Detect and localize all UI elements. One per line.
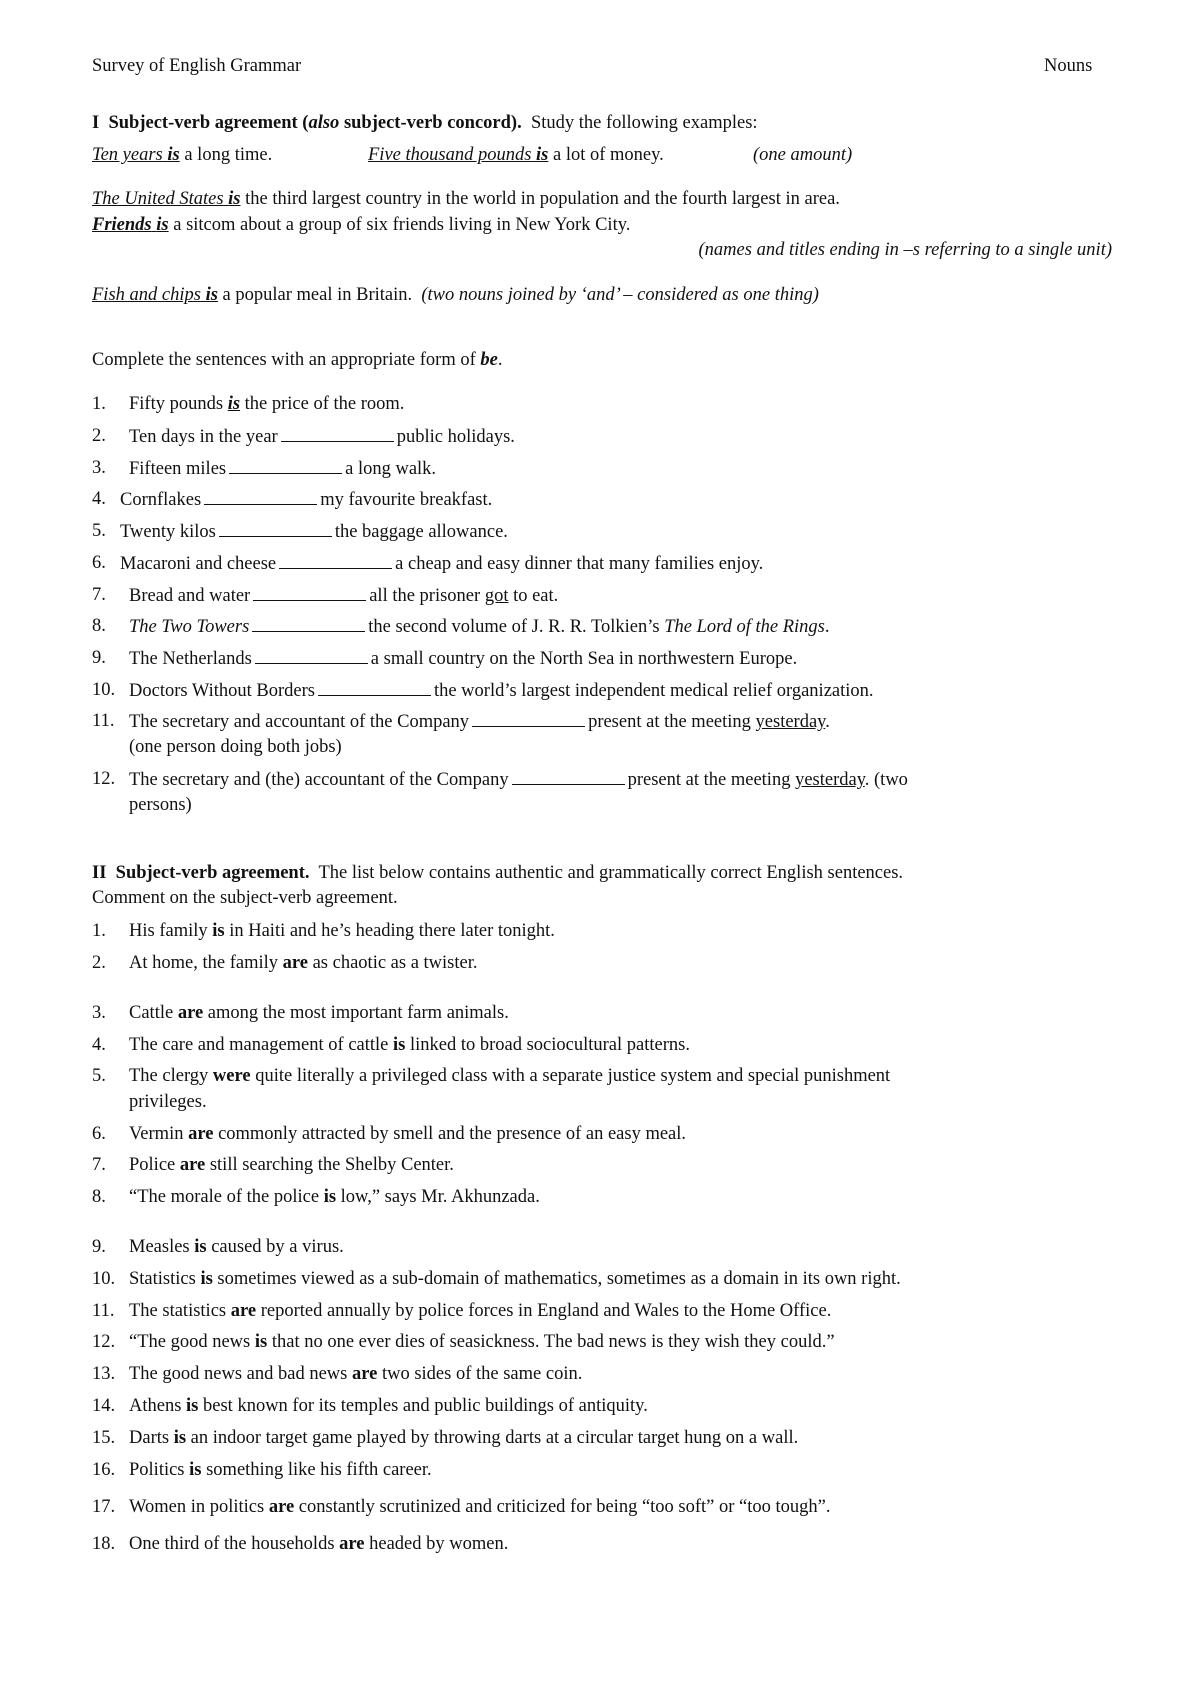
item-subject: One third of the households (129, 1534, 335, 1554)
exercise-1-item (120, 490, 492, 510)
item-subject: The statistics (129, 1301, 227, 1321)
exercise-2-item (129, 1461, 432, 1480)
item-subject: At home, the family (129, 953, 278, 973)
exercise-2-num: 10. (92, 1269, 116, 1289)
example-5-note: (two nouns joined by ‘and’ – considered as one thing) (421, 285, 819, 305)
item-subject: The clergy (129, 1066, 209, 1086)
item-rest: linked to broad sociocultural patterns. (409, 1035, 690, 1055)
exercise-1-num: 3. (92, 458, 106, 478)
item-verb: are (268, 1497, 295, 1517)
item-rest-end: to eat. (513, 586, 559, 606)
exercise-1-item (129, 459, 436, 479)
exercise-2-item (129, 1156, 454, 1175)
item-rest: public holidays. (396, 427, 515, 447)
exercise-2-item (129, 1067, 890, 1086)
exercise-1-item (129, 395, 404, 414)
item-rest: among the most important farm animals. (207, 1003, 509, 1023)
exercise-2-num: 15. (92, 1428, 116, 1448)
example-5-subject: Fish and chips (92, 285, 201, 305)
item-underlined-word: yesterday (755, 712, 826, 732)
item-underlined-word: got (484, 586, 509, 606)
item-subject: Twenty kilos (120, 522, 216, 542)
item-rest: constantly scrutinized and criticized for being “too soft” or “too tough”. (298, 1497, 831, 1517)
item-verb: is (200, 1269, 213, 1289)
item-rest: reported annually by police forces in England and Wales to the Home Office. (260, 1301, 832, 1321)
exercise-1-num: 10. (92, 680, 116, 700)
exercise-2-num: 2. (92, 953, 106, 973)
exercise-1-num: 12. (92, 769, 116, 789)
item-subject: Darts (129, 1428, 170, 1448)
exercise-1-item (129, 681, 874, 701)
section2-heading-line2: Comment on the subject-verb agreement. (92, 888, 398, 908)
item-verb: is (323, 1187, 337, 1207)
item-book-title: The Lord of the Rings (664, 617, 825, 637)
item-subject: Cattle (129, 1003, 174, 1023)
example-5-rest: a popular meal in Britain. (222, 285, 413, 305)
exercise-2-num: 16. (92, 1460, 116, 1480)
item-verb: were (212, 1066, 251, 1086)
exercise-1-num: 1. (92, 394, 106, 414)
example-1-verb: is (167, 145, 180, 165)
answer-blank[interactable] (204, 490, 317, 505)
answer-blank[interactable] (219, 522, 332, 537)
exercise-2-item (129, 1498, 831, 1517)
exercise-2-num: 13. (92, 1364, 116, 1384)
exercise-2-num: 9. (92, 1237, 106, 1257)
exercise-2-item (129, 1004, 509, 1023)
item-subject: Doctors Without Borders (129, 681, 315, 701)
exercise-2-num: 18. (92, 1534, 116, 1554)
exercise-1-item (129, 712, 830, 732)
example-3-4-note: (names and titles ending in –s referring to a single unit) (698, 240, 1112, 260)
section2-title-rest: The list below contains authentic and grammatically correct English sentences. (318, 863, 904, 883)
example-1 (92, 146, 272, 165)
exercise-2-item (129, 1397, 648, 1416)
exercise-2-num: 5. (92, 1066, 106, 1086)
item-subject: The Netherlands (129, 649, 252, 669)
item-verb: is (186, 1396, 199, 1416)
example-4-rest: a sitcom about a group of six friends living in New York City. (173, 215, 631, 235)
answer-blank[interactable] (229, 459, 342, 474)
answer-blank[interactable] (279, 554, 392, 569)
item-rest: caused by a virus. (211, 1237, 344, 1257)
item-verb: are (188, 1124, 214, 1144)
item-rest: still searching the Shelby Center. (209, 1155, 454, 1175)
exercise-2-num: 1. (92, 921, 106, 941)
answer-blank[interactable] (281, 427, 394, 442)
item-rest: present at the meeting (627, 770, 791, 790)
exercise-2-item (129, 1238, 344, 1257)
exercise-2-item (129, 1188, 540, 1207)
item-rest: my favourite breakfast. (320, 490, 493, 510)
exercise-1-num: 2. (92, 426, 106, 446)
item-verb: is (254, 1332, 268, 1352)
exercise-2-num: 7. (92, 1155, 106, 1175)
example-1-subject: Ten years (92, 145, 163, 165)
answer-blank[interactable] (472, 712, 585, 727)
item-subject: The secretary and (the) accountant of the Company (129, 770, 509, 790)
answer-blank[interactable] (252, 617, 365, 632)
exercise-1-num: 4. (92, 489, 106, 509)
exercise-1-item-line2: persons) (129, 795, 192, 815)
exercise-1-num: 9. (92, 648, 106, 668)
item-verb: is (194, 1237, 207, 1257)
item-subject: “The morale of the police (129, 1187, 320, 1207)
item-rest: the price of the room. (244, 394, 405, 414)
exercise-1-num: 5. (92, 521, 106, 541)
item-subject: Fifteen miles (129, 459, 227, 479)
example-5-verb: is (205, 285, 218, 305)
exercise-2-item (129, 1036, 690, 1055)
exercise-1-item (120, 554, 763, 574)
exercise-1-item (129, 649, 797, 669)
item-subject: The secretary and accountant of the Company (129, 712, 470, 732)
exercise-2-num: 12. (92, 1332, 116, 1352)
item-rest: a small country on the North Sea in northwestern Europe. (370, 649, 798, 669)
item-rest: headed by women. (369, 1534, 509, 1554)
exercise-1-item (120, 522, 508, 542)
exercise-2-item (129, 922, 555, 941)
section1-title-a: Subject-verb agreement ( (108, 113, 309, 133)
answer-blank[interactable] (512, 770, 625, 785)
item-rest: all the prisoner (369, 586, 481, 606)
item-subject: His family (129, 921, 208, 941)
exercise-1-num: 7. (92, 585, 106, 605)
exercise-2-num: 8. (92, 1187, 106, 1207)
example-4-verb: is (156, 215, 169, 235)
example-3 (92, 190, 840, 209)
item-subject: The Two Towers (129, 617, 250, 637)
example-3-verb: is (228, 189, 241, 209)
exercise-2-item (129, 1333, 835, 1352)
section1-title-rest: Study the following examples: (530, 113, 758, 133)
instruction (92, 351, 502, 370)
item-rest: a cheap and easy dinner that many families enjoy. (395, 554, 764, 574)
item-verb: are (177, 1003, 204, 1023)
exercise-2-item (129, 1535, 508, 1554)
item-rest: in Haiti and he’s heading there later tonight. (229, 921, 555, 941)
exercise-2-num: 17. (92, 1497, 116, 1517)
item-rest-end: . (825, 712, 830, 732)
header-right: Nouns (1044, 56, 1093, 76)
exercise-2-num: 4. (92, 1035, 106, 1055)
item-rest: present at the meeting (588, 712, 751, 732)
item-subject: Vermin (129, 1124, 184, 1144)
exercise-1-num: 8. (92, 616, 106, 636)
exercise-2-num: 11. (92, 1301, 115, 1321)
item-subject: Athens (129, 1396, 182, 1416)
exercise-2-item (129, 1125, 686, 1144)
item-rest-end: . (824, 617, 830, 637)
example-4 (92, 216, 630, 235)
example-1-rest: a long time. (184, 145, 273, 165)
exercise-1-item (129, 586, 558, 606)
instruction-end: . (497, 350, 503, 370)
section1-title-b: subject-verb concord). (343, 113, 522, 133)
section1-number: I (92, 113, 100, 133)
exercise-1-num: 11. (92, 711, 115, 731)
section2-title: Subject-verb agreement. (115, 863, 310, 883)
item-rest: best known for its temples and public buildings of antiquity. (203, 1396, 648, 1416)
item-subject: Macaroni and cheese (120, 554, 277, 574)
item-rest: an indoor target game played by throwing darts at a circular target hung on a wall. (190, 1428, 799, 1448)
example-2-rest: a lot of money. (553, 145, 664, 165)
example-4-subject: Friends (92, 215, 152, 235)
item-verb: are (282, 953, 308, 973)
item-verb: are (230, 1301, 257, 1321)
exercise-2-item (129, 1429, 798, 1448)
item-rest: a long walk. (345, 459, 437, 479)
item-rest: that no one ever dies of seasickness. The bad news is they wish they could.” (271, 1332, 835, 1352)
answer-blank[interactable] (318, 681, 431, 696)
item-rest: quite literally a privileged class with a separate justice system and special punishment (255, 1066, 891, 1086)
item-rest: something like his fifth career. (206, 1460, 432, 1480)
item-rest: the second volume of J. R. R. Tolkien’s (368, 617, 660, 637)
item-verb: is (393, 1035, 406, 1055)
item-answer: is (227, 394, 241, 414)
exercise-1-item (129, 427, 515, 447)
example-3-rest: the third largest country in the world in population and the fourth largest in area. (245, 189, 840, 209)
item-verb: are (179, 1155, 206, 1175)
item-rest: the world’s largest independent medical relief organization. (433, 681, 874, 701)
section1-heading (92, 114, 758, 133)
item-rest: the baggage allowance. (334, 522, 508, 542)
instruction-text: Complete the sentences with an appropriate form of (92, 350, 476, 370)
exercise-2-num: 14. (92, 1396, 116, 1416)
item-rest-end: . (two (864, 770, 908, 790)
item-verb: are (351, 1364, 378, 1384)
example-2-verb: is (536, 145, 549, 165)
example-3-subject: The United States (92, 189, 224, 209)
item-subject: The good news and bad news (129, 1364, 348, 1384)
example-2-subject: Five thousand pounds (368, 145, 532, 165)
item-verb: is (212, 921, 225, 941)
item-rest: sometimes viewed as a sub-domain of mathematics, sometimes as a domain in its own right. (217, 1269, 901, 1289)
exercise-2-item-line2: privileges. (129, 1092, 207, 1112)
item-rest: commonly attracted by smell and the presence of an easy meal. (218, 1124, 687, 1144)
item-subject: The care and management of cattle (129, 1035, 389, 1055)
exercise-1-item (129, 617, 830, 637)
item-subject: Measles (129, 1237, 190, 1257)
answer-blank[interactable] (255, 649, 368, 664)
item-subject: “The good news (129, 1332, 251, 1352)
exercise-2-item (129, 1365, 582, 1384)
item-verb: is (173, 1428, 187, 1448)
exercise-1-item-line2: (one person doing both jobs) (129, 737, 342, 757)
exercise-2-item (129, 1270, 901, 1289)
item-subject: Ten days in the year (129, 427, 278, 447)
item-subject: Women in politics (129, 1497, 265, 1517)
exercise-2-item (129, 954, 478, 973)
item-subject: Police (129, 1155, 176, 1175)
item-subject: Politics (129, 1460, 185, 1480)
section2-number: II (92, 863, 107, 883)
example-2-note: (one amount) (753, 145, 853, 165)
answer-blank[interactable] (253, 586, 366, 601)
item-subject: Bread and water (129, 586, 251, 606)
exercise-2-item (129, 1302, 831, 1321)
exercise-1-item (129, 770, 908, 790)
example-5 (92, 286, 819, 305)
exercise-2-num: 3. (92, 1003, 106, 1023)
item-rest: as chaotic as a twister. (312, 953, 478, 973)
item-rest: two sides of the same coin. (381, 1364, 583, 1384)
item-verb: is (189, 1460, 202, 1480)
section1-title-also: also (308, 113, 340, 133)
exercise-2-num: 6. (92, 1124, 106, 1144)
item-subject: Cornflakes (120, 490, 202, 510)
section2-heading (92, 864, 903, 883)
instruction-be: be (480, 350, 498, 370)
exercise-1-num: 6. (92, 553, 106, 573)
example-2 (368, 146, 664, 165)
item-subject: Statistics (129, 1269, 196, 1289)
item-rest: low,” says Mr. Akhunzada. (340, 1187, 540, 1207)
item-underlined-word: yesterday (795, 770, 865, 790)
item-verb: are (339, 1534, 365, 1554)
item-subject: Fifty pounds (129, 394, 224, 414)
header-left: Survey of English Grammar (92, 56, 302, 76)
